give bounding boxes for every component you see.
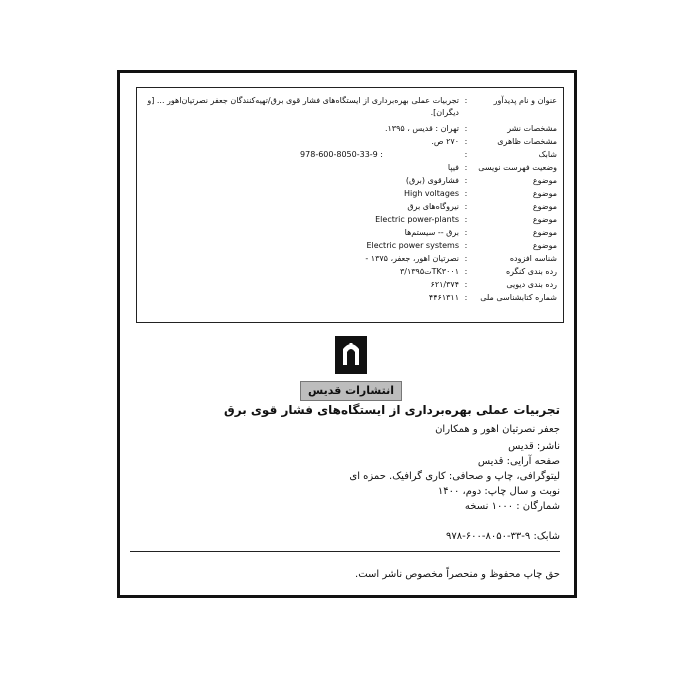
cip-row: شابک : 978-600-8050-33-9 : xyxy=(137,148,563,162)
cip-row: شماره کتابشناسی ملی : ۴۴۶۱۳۱۱ xyxy=(137,291,563,305)
cip-value: تجربیات عملی بهره‌برداری از ایستگاه‌های فشار قوی برق/تهیه‌کنندگان جعفر نصرتیان‌اهور ... [و xyxy=(147,96,459,105)
edition-line: نوبت و سال چاپ: دوم، ۱۴۰۰ xyxy=(437,486,560,497)
cip-label: موضوع xyxy=(532,202,557,211)
cip-label: موضوع xyxy=(532,189,557,198)
cip-label: شماره کتابشناسی ملی xyxy=(480,293,557,302)
cip-value: ۲۷۰ ص. xyxy=(431,137,459,146)
cip-label: موضوع xyxy=(532,215,557,224)
cip-value: 978-600-8050-33-9 : xyxy=(300,150,383,159)
cip-label: وضعیت فهرست نویسی xyxy=(478,163,557,172)
isbn-line: شابک: ۹-۳۳-۸۰۵۰-۶۰۰-۹۷۸ xyxy=(445,531,560,542)
publisher-logo-icon xyxy=(334,335,368,375)
printing-line: لیتوگرافی، چاپ و صحافی: کاری گرافیک. حمزه ای xyxy=(349,471,560,482)
cataloging-in-publication-box xyxy=(136,87,564,323)
cip-row: مشخصات نشر : تهران : قدیس ، ۱۳۹۵. xyxy=(137,122,563,136)
cip-label: مشخصات نشر xyxy=(507,124,557,133)
cip-value: ۶۲۱/۳۷۴ xyxy=(430,280,459,289)
cip-label: شناسه افزوده xyxy=(509,254,557,263)
cip-row: موضوع : برق -- سیستم‌ها xyxy=(137,226,563,240)
copies-line: شمارگان : ۱۰۰۰ نسخه xyxy=(464,501,560,512)
cip-value: Electric power systems xyxy=(366,241,459,250)
cip-label: رده بندی دیویی xyxy=(506,280,557,289)
cip-label: عنوان و نام پدیدآور xyxy=(493,96,557,105)
cip-value: برق -- سیستم‌ها xyxy=(404,228,459,237)
publisher-line: ناشر: قدیس xyxy=(508,441,560,452)
cip-row: عنوان و نام پدیدآور : تجربیات عملی بهره‌برداری از ایستگاه‌های فشار قوی برق/تهیه‌کنندگان جعفر نصرتیان‌اهور ... [و xyxy=(137,94,563,108)
cip-row xyxy=(137,106,563,120)
cip-row: رده بندی دیویی : ۶۲۱/۳۷۴ xyxy=(137,278,563,292)
cip-label: رده بندی کنگره xyxy=(505,267,557,276)
cip-row: موضوع : فشارقوی (برق) xyxy=(137,174,563,188)
cip-label: مشخصات ظاهری xyxy=(497,137,557,146)
cip-label: موضوع xyxy=(532,176,557,185)
book-title: تجربیات عملی بهره‌برداری از ایستگاه‌های فشار قوی برق xyxy=(224,403,560,417)
cip-row: موضوع : High voltages xyxy=(137,187,563,201)
cip-label: موضوع xyxy=(532,241,557,250)
cip-label: شابک xyxy=(538,150,557,159)
cip-value: ۴۴۶۱۳۱۱ xyxy=(428,293,459,302)
cip-row: موضوع : Electric power systems xyxy=(137,239,563,253)
layout-line: صفحه آرایی: قدیس xyxy=(477,456,560,467)
cip-value: High voltages xyxy=(404,189,459,198)
cip-value: نصرتیان اهور، جعفر، ۱۳۷۵ - xyxy=(365,254,459,263)
cip-row: موضوع : Electric power-plants xyxy=(137,213,563,227)
cip-row: موضوع : نیروگاه‌های برق xyxy=(137,200,563,214)
cip-row: شناسه افزوده : نصرتیان اهور، جعفر، ۱۳۷۵ - xyxy=(137,252,563,266)
cip-label: موضوع xyxy=(532,228,557,237)
cip-row: رده بندی کنگره : TK۳۰۰۱ت۳/۱۳۹۵ xyxy=(137,265,563,279)
copyright-line: حق چاپ محفوظ و منحصراً مخصوص ناشر است. xyxy=(355,569,560,580)
cip-row: مشخصات ظاهری : ۲۷۰ ص. xyxy=(137,135,563,149)
copyright-page xyxy=(117,70,577,598)
cip-value: دیگران]. xyxy=(430,108,459,117)
cip-value: نیروگاه‌های برق xyxy=(407,202,459,211)
divider xyxy=(130,551,560,552)
publisher-banner: انتشارات قدیس xyxy=(300,381,402,401)
cip-row: وضعیت فهرست نویسی : فیپا xyxy=(137,161,563,175)
book-authors: جعفر نصرتیان اهور و همکاران xyxy=(435,424,560,435)
cip-value: TK۳۰۰۱ت۳/۱۳۹۵ xyxy=(399,267,459,276)
cip-value: Electric power-plants xyxy=(375,215,459,224)
cip-value: فشارقوی (برق) xyxy=(405,176,459,185)
cip-value: تهران : قدیس ، ۱۳۹۵. xyxy=(384,124,459,133)
cip-value: فیپا xyxy=(447,163,459,172)
